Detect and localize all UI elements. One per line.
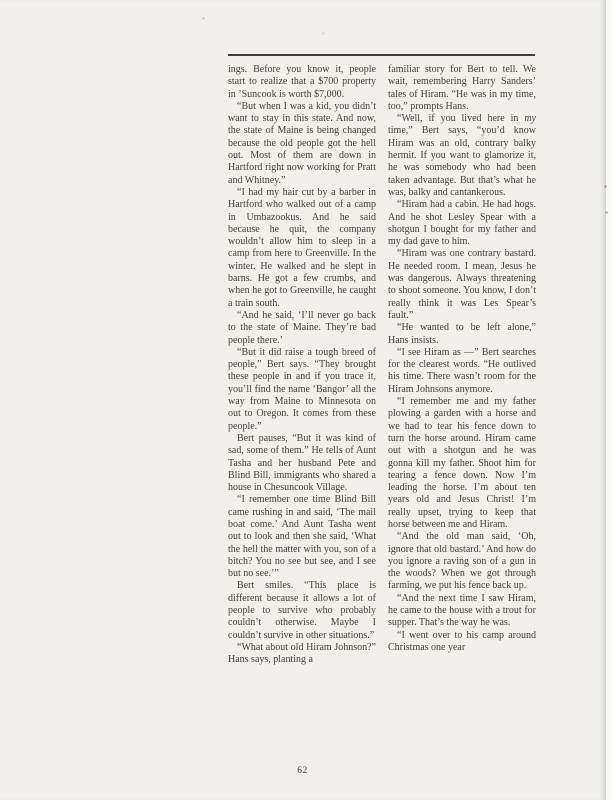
paragraph: “I had my hair cut by a barber in Hartford who walked out of a camp in Umbazookus. And he said because he quit, the company wouldn’t allow him to sleep in a camp from here to Greenville. In the winter. He walked and he slept in barns. He got a few crumbs, and when he got to Greenville, he caught a train south.	[228, 186, 376, 309]
paragraph: ings. Before you know it, people start to realize that a $700 property in ’Suncook is worth $7,000.	[228, 64, 376, 100]
paragraph: “And the old man said, ‘Oh, ignore that old bastard.’ And how do you ignore a raving son of a gun in the woods? When we got through farming, we put his fence back up.	[388, 531, 536, 592]
paragraph: Bert smiles. “This place is different because it allows a lot of people to survive who probably couldn’t otherwise. Maybe I couldn’t survive in other situations.”	[228, 580, 376, 641]
page-number: 62	[297, 766, 308, 776]
paragraph: “What about old Hiram Johnson?” Hans says, planting a	[228, 641, 376, 666]
column-left	[228, 64, 376, 667]
scan-speck	[605, 211, 608, 214]
paragraph: “I remember one time Blind Bill came rushing in and said, ‘The mail boat come.’ And Aunt Tasha went out to look and then she said, ‘What the hell the matter with you, son of a bitch? You no see but see, and I see but no see.’”	[228, 494, 376, 580]
paragraph: “And he said, ‘I’ll never go back to the state of Maine. They’re bad people there.’	[228, 309, 376, 346]
paragraph: familiar story for Bert to tell. We wait, remembering Harry Sanders’ tales of Hiram. “He was in my time, too,” prompts Hans.	[388, 64, 536, 112]
paragraph: “Hiram was one contrary bastard. He needed room. I mean, Jesus he was dangerous. Always threatening to shoot someone. You know, I don’t really think it was Les Spear’s fault.”	[388, 248, 536, 321]
scan-speck	[202, 17, 205, 20]
paragraph: “But it did raise a tough breed of people,” Bert says. “They brought these people in and if you trace it, you’ll find the name ‘Bangor’ all the way from Maine to Minnesota on out to Oregon. It comes from these people.”	[228, 346, 376, 432]
paragraph: “I remember me and my father plowing a garden with a horse and we had to tear his fence down to turn the horse around. Hiram came out with a shotgun and he was gonna kill my father. Shoot him for tearing a fence down. Now I’m leading the horse. I’m about ten years old and Jesus Christ! I’m really upset, trying to keep that horse between me and Hiram.	[388, 396, 536, 530]
paragraph: “Well, if you lived here in my time,” Bert says, “you’d know Hiram was an old, contrary balky hermit. If you want to glamorize it, he was somebody who had been taken advantage. But that’s what he was, balky and cantankerous.	[388, 113, 536, 198]
paragraph: “And the next time I saw Hiram, he came to the house with a trout for supper. That’s the way he was.	[388, 592, 536, 629]
text-columns	[228, 64, 536, 667]
scan-speck	[604, 185, 607, 188]
column-right	[388, 64, 536, 667]
scan-speck	[322, 32, 325, 35]
paragraph: Bert pauses, “But it was kind of sad, some of them.” He tells of Aunt Tasha and her husband Pete and Blind Bill, immigrants who shared a house in Chesuncook Village.	[228, 432, 376, 494]
paragraph: “He wanted to be left alone,” Hans insists.	[388, 322, 536, 346]
paragraph: “I see Hiram as —” Bert searches for the clearest words. “He outlived his time. There wasn’t room for the Hiram Johnsons anymore.	[388, 346, 536, 395]
paragraph: “Hiram had a cabin. He had hogs. And he shot Lesley Spear with a shotgun I bought for my father and my dad gave to him.	[388, 199, 536, 248]
section-divider-rule	[228, 54, 535, 56]
paragraph: “I went over to his camp around Christmas one year	[388, 629, 536, 653]
paragraph: “But when I was a kid, you didn’t want to stay in this state. And now, the state of Maine is being changed because the old people got the hell out. Most of them are down in Hartford right now working for Pratt and Whitney.”	[228, 100, 376, 186]
